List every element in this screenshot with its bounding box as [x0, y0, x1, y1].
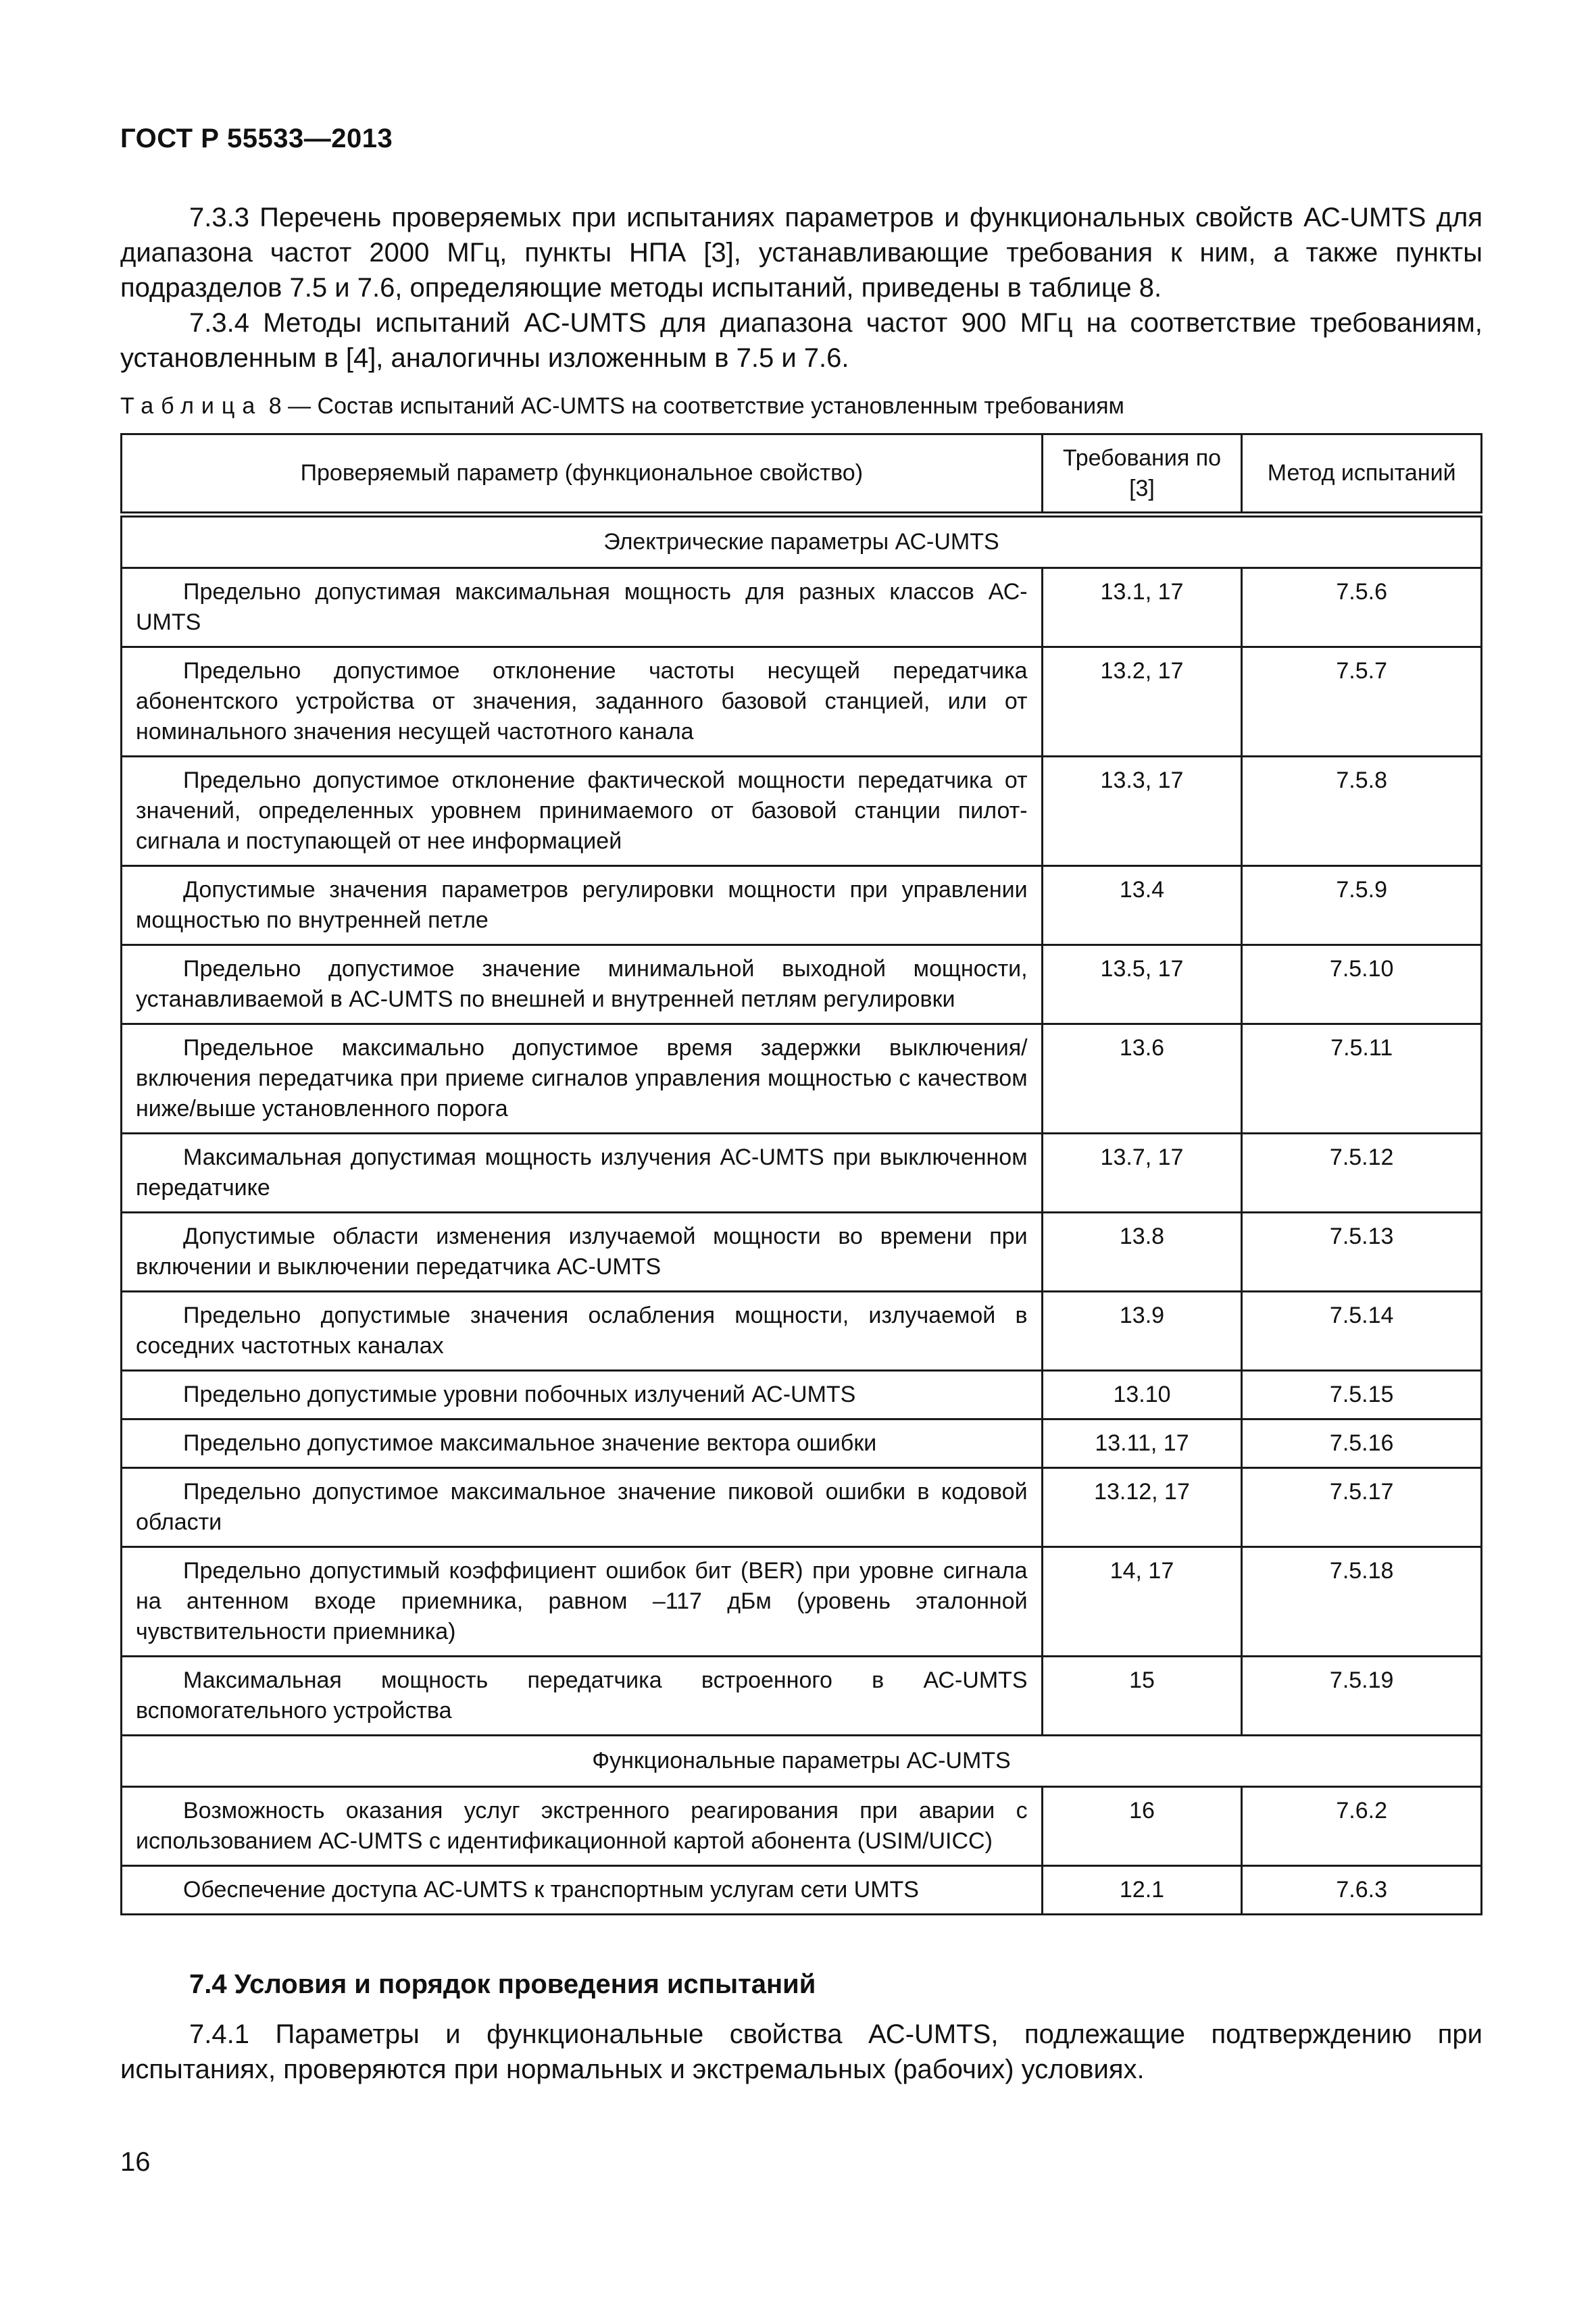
- method-cell: 7.5.16: [1242, 1419, 1482, 1468]
- table-row: [122, 945, 1482, 1024]
- requirement-cell: 13.12, 17: [1042, 1468, 1242, 1547]
- parameter-text: Предельно допустимое максимальное значение пиковой ошибки в кодовой области: [136, 1479, 1028, 1535]
- table-caption-text: 8 — Состав испытаний АС-UMTS на соответствие установленным требованиям: [262, 393, 1124, 419]
- requirement-cell: 13.3, 17: [1042, 757, 1242, 866]
- table-row: [122, 1213, 1482, 1292]
- parameter-text: Предельно допустимое отклонение частоты несущей передатчика абонентского устройства от значения, заданного базовой станцией, или от номинального значения несущей частотного канала: [136, 658, 1028, 745]
- section-row: [122, 515, 1482, 568]
- method-cell: 7.5.10: [1242, 945, 1482, 1024]
- parameter-text: Предельно допустимое отклонение фактической мощности передатчика от значений, определенных уровнем принимаемого от базовой станции пилот-сигнала и поступающей от нее информацией: [136, 768, 1028, 854]
- parameter-cell: [122, 1419, 1043, 1468]
- parameter-text: Предельно допустимый коэффициент ошибок бит (BER) при уровне сигнала на антенном входе приемника, равном –117 дБм (уровень эталонной чувствительности приемника): [136, 1558, 1028, 1644]
- requirement-cell: 15: [1042, 1657, 1242, 1736]
- parameter-text: Предельно допустимые уровни побочных излучений АС-UMTS: [183, 1382, 856, 1407]
- table-row: [122, 647, 1482, 757]
- parameter-text: Максимальная мощность передатчика встроенного в АС-UMTS вспомогательного устройства: [136, 1667, 1028, 1724]
- table-row: [122, 1371, 1482, 1419]
- section-row: [122, 1736, 1482, 1787]
- table-row: [122, 1134, 1482, 1213]
- parameter-cell: [122, 945, 1043, 1024]
- page-number: 16: [120, 2147, 151, 2177]
- requirement-cell: 16: [1042, 1787, 1242, 1866]
- method-cell: 7.5.9: [1242, 866, 1482, 945]
- method-cell: 7.5.14: [1242, 1292, 1482, 1371]
- table-caption: [120, 393, 1124, 420]
- method-cell: 7.5.8: [1242, 757, 1482, 866]
- parameter-cell: [122, 1657, 1043, 1736]
- table-header-row: [122, 434, 1482, 515]
- parameter-cell: [122, 757, 1043, 866]
- requirement-cell: 13.10: [1042, 1371, 1242, 1419]
- parameter-cell: [122, 1292, 1043, 1371]
- parameter-text: Максимальная допустимая мощность излучения АС-UMTS при выключенном передатчике: [136, 1145, 1028, 1201]
- table-row: [122, 1866, 1482, 1915]
- requirement-cell: 13.1, 17: [1042, 568, 1242, 647]
- section-heading-7-4: 7.4 Условия и порядок проведения испытаний: [189, 1969, 816, 1999]
- parameter-cell: [122, 647, 1043, 757]
- method-cell: 7.5.12: [1242, 1134, 1482, 1213]
- parameter-text: Допустимые значения параметров регулировки мощности при управлении мощностью по внутренней петле: [136, 877, 1028, 933]
- requirement-cell: 12.1: [1042, 1866, 1242, 1915]
- table-row: [122, 1468, 1482, 1547]
- method-cell: 7.5.18: [1242, 1547, 1482, 1657]
- table-row: [122, 1657, 1482, 1736]
- requirement-cell: 13.7, 17: [1042, 1134, 1242, 1213]
- parameter-cell: [122, 1866, 1043, 1915]
- parameter-text: Предельно допустимая максимальная мощность для разных классов АС-UMTS: [136, 579, 1028, 635]
- method-cell: 7.5.6: [1242, 568, 1482, 647]
- document-header: ГОСТ Р 55533—2013: [120, 124, 393, 153]
- parameter-cell: [122, 568, 1043, 647]
- method-cell: 7.6.3: [1242, 1866, 1482, 1915]
- paragraph-7-4-1-block: [120, 2017, 1482, 2087]
- parameter-cell: [122, 1787, 1043, 1866]
- header-requirements: Требования по [3]: [1042, 434, 1242, 515]
- requirement-cell: 13.9: [1042, 1292, 1242, 1371]
- table-row: [122, 568, 1482, 647]
- method-cell: 7.5.13: [1242, 1213, 1482, 1292]
- parameter-text: Предельное максимально допустимое время задержки выключения/включения передатчика при приеме сигналов управления мощностью с качеством ниже/выше установленного порога: [136, 1035, 1028, 1122]
- table-caption-label: Таблица: [120, 393, 263, 419]
- paragraph-7-3-4: 7.3.4 Методы испытаний АС-UMTS для диапазона частот 900 МГц на соответствие требованиям, установленным в [4], аналогичны изложенным в 7.5 и 7.6.: [120, 308, 1482, 373]
- section-title: Функциональные параметры АС-UMTS: [122, 1736, 1482, 1787]
- intro-paragraphs: [120, 200, 1482, 376]
- method-cell: 7.5.15: [1242, 1371, 1482, 1419]
- header-method: Метод испытаний: [1242, 434, 1482, 515]
- requirement-cell: 13.4: [1042, 866, 1242, 945]
- parameter-cell: [122, 1547, 1043, 1657]
- paragraph-7-4-1: 7.4.1 Параметры и функциональные свойства АС-UMTS, подлежащие подтверждению при испытаниях, проверяются при нормальных и экстремальных (рабочих) условиях.: [120, 2019, 1482, 2084]
- requirement-cell: 13.6: [1042, 1024, 1242, 1134]
- parameter-text: Предельно допустимые значения ослабления мощности, излучаемой в соседних частотных каналах: [136, 1303, 1028, 1359]
- method-cell: 7.5.17: [1242, 1468, 1482, 1547]
- requirement-cell: 14, 17: [1042, 1547, 1242, 1657]
- table-row: [122, 1292, 1482, 1371]
- table-body: [122, 515, 1482, 1915]
- parameter-text: Допустимые области изменения излучаемой мощности во времени при включении и выключении передатчика АС-UMTS: [136, 1224, 1028, 1280]
- parameter-cell: [122, 1213, 1043, 1292]
- requirement-cell: 13.5, 17: [1042, 945, 1242, 1024]
- parameter-cell: [122, 1134, 1043, 1213]
- parameter-text: Обеспечение доступа АС-UMTS к транспортным услугам сети UMTS: [183, 1877, 919, 1903]
- table-row: [122, 1787, 1482, 1866]
- requirement-cell: 13.11, 17: [1042, 1419, 1242, 1468]
- parameter-cell: [122, 1468, 1043, 1547]
- requirement-cell: 13.8: [1042, 1213, 1242, 1292]
- method-cell: 7.5.19: [1242, 1657, 1482, 1736]
- table-row: [122, 1024, 1482, 1134]
- header-parameter: Проверяемый параметр (функциональное свойство): [122, 434, 1043, 515]
- section-title: Электрические параметры АС-UMTS: [122, 515, 1482, 568]
- parameter-cell: [122, 1024, 1043, 1134]
- method-cell: 7.5.11: [1242, 1024, 1482, 1134]
- paragraph-7-3-3: 7.3.3 Перечень проверяемых при испытаниях параметров и функциональных свойств АС-UMTS для диапазона частот 2000 МГц, пункты НПА [3], устанавливающие требования к ним, а также пункты подразделов 7.5 и 7.6, определяющие методы испытаний, приведены в таблице 8.: [120, 203, 1482, 303]
- table-row: [122, 1419, 1482, 1468]
- table-row: [122, 866, 1482, 945]
- parameter-text: Предельно допустимое максимальное значение вектора ошибки: [183, 1430, 877, 1456]
- parameter-cell: [122, 1371, 1043, 1419]
- parameter-text: Возможность оказания услуг экстренного реагирования при аварии с использованием АС-UMTS с идентификационной картой абонента (USIM/UICC): [136, 1798, 1028, 1854]
- method-cell: 7.6.2: [1242, 1787, 1482, 1866]
- parameter-cell: [122, 866, 1043, 945]
- parameter-text: Предельно допустимое значение минимальной выходной мощности, устанавливаемой в АС-UMTS по внешней и внутренней петлям регулировки: [136, 956, 1028, 1012]
- table-row: [122, 1547, 1482, 1657]
- requirements-table: [120, 433, 1482, 1915]
- method-cell: 7.5.7: [1242, 647, 1482, 757]
- requirement-cell: 13.2, 17: [1042, 647, 1242, 757]
- table-row: [122, 757, 1482, 866]
